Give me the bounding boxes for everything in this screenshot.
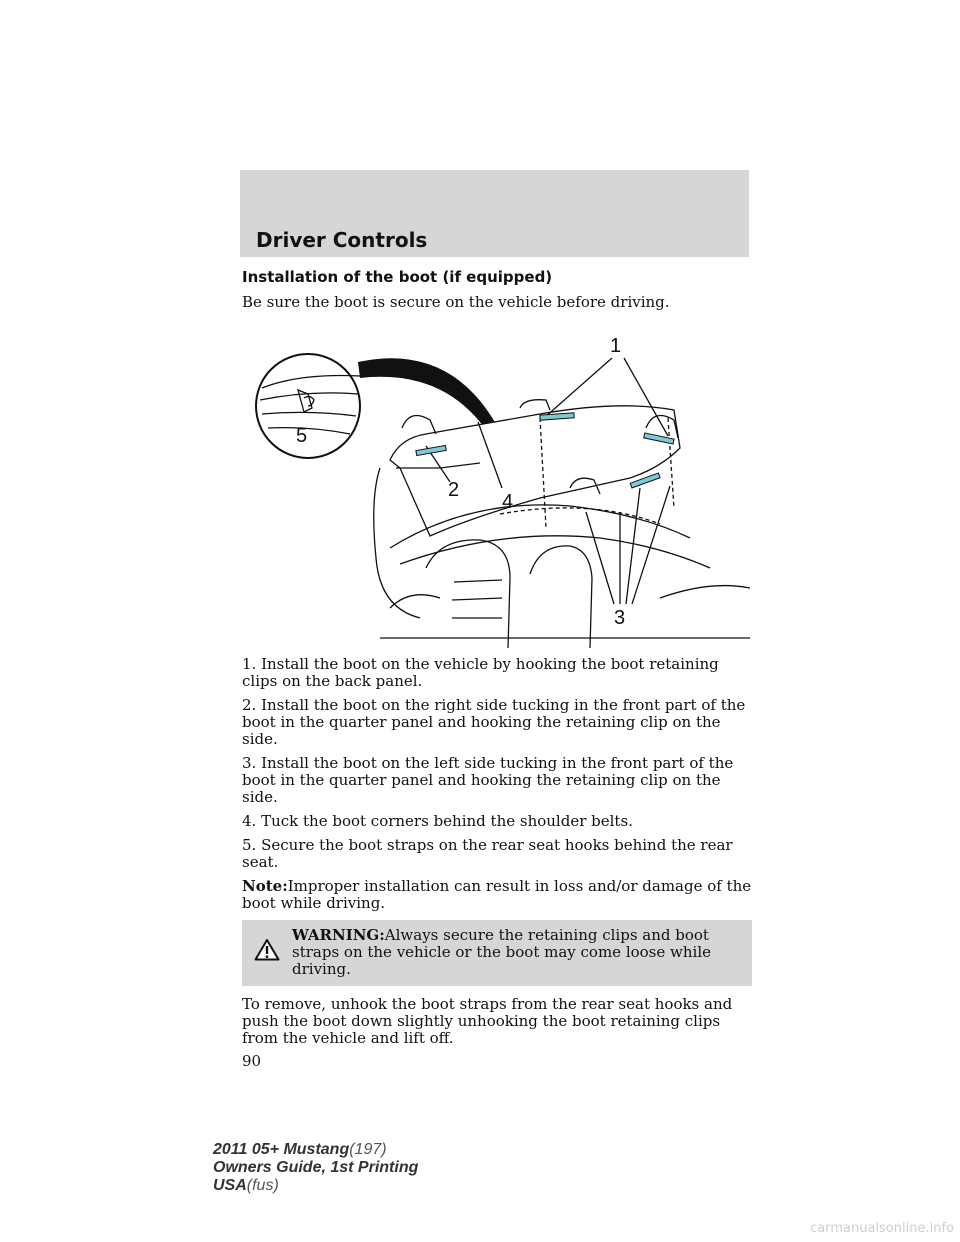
document-footer: [213, 1141, 418, 1195]
section-header-band: [240, 170, 749, 257]
note-label: Note:: [242, 877, 288, 895]
step-1: 1. Install the boot on the vehicle by hooking the boot retaining clips on the back panel.: [242, 655, 719, 690]
step-4: 4. Tuck the boot corners behind the shoulder belts.: [242, 812, 633, 830]
warning-label: WARNING:: [292, 926, 385, 944]
step-5: 5. Secure the boot straps on the rear seat hooks behind the rear seat.: [242, 836, 733, 871]
note-text: Improper installation can result in loss and/or damage of the boot while driving.: [242, 877, 752, 912]
warning-triangle-icon: [254, 938, 280, 965]
warning-text: Always secure the retaining clips and boot straps on the vehicle or the boot may come loose while driving.: [292, 926, 711, 978]
boot-installation-illustration: [240, 318, 750, 648]
boot-diagram-svg: [240, 318, 750, 648]
callout-2: 2: [448, 479, 460, 501]
footer-edition: Owners Guide, 1st Printing: [213, 1159, 419, 1176]
footer-page-code: (197): [349, 1141, 387, 1158]
callout-3: 3: [614, 607, 626, 629]
step-2: 2. Install the boot on the right side tucking in the front part of the boot in the quarter panel and hooking the retaining clip on the side.: [242, 696, 746, 748]
site-watermark: carmanualsonline.info: [810, 1221, 954, 1236]
callout-1: 1: [610, 335, 622, 357]
page-number: 90: [242, 1052, 262, 1070]
footer-market: USA: [213, 1177, 247, 1194]
intro-paragraph: Be sure the boot is secure on the vehicle before driving.: [242, 293, 670, 311]
note-paragraph: [242, 878, 752, 912]
removal-paragraph: To remove, unhook the boot straps from the rear seat hooks and push the boot down slightly unhooking the boot retaining clips from the vehicle and lift off.: [242, 995, 733, 1047]
footer-market-code: (fus): [246, 1177, 279, 1194]
callout-4: 4: [502, 491, 514, 513]
warning-box: [242, 920, 752, 986]
section-header-title: Driver Controls: [256, 228, 428, 252]
step-3: 3. Install the boot on the left side tucking in the front part of the boot in the quarter panel and hooking the retaining clip on the side.: [242, 754, 734, 806]
section-title: Installation of the boot (if equipped): [242, 268, 553, 286]
footer-model: 2011 05+ Mustang: [213, 1141, 350, 1158]
callout-5: 5: [296, 425, 308, 447]
page-content: [242, 268, 752, 1070]
